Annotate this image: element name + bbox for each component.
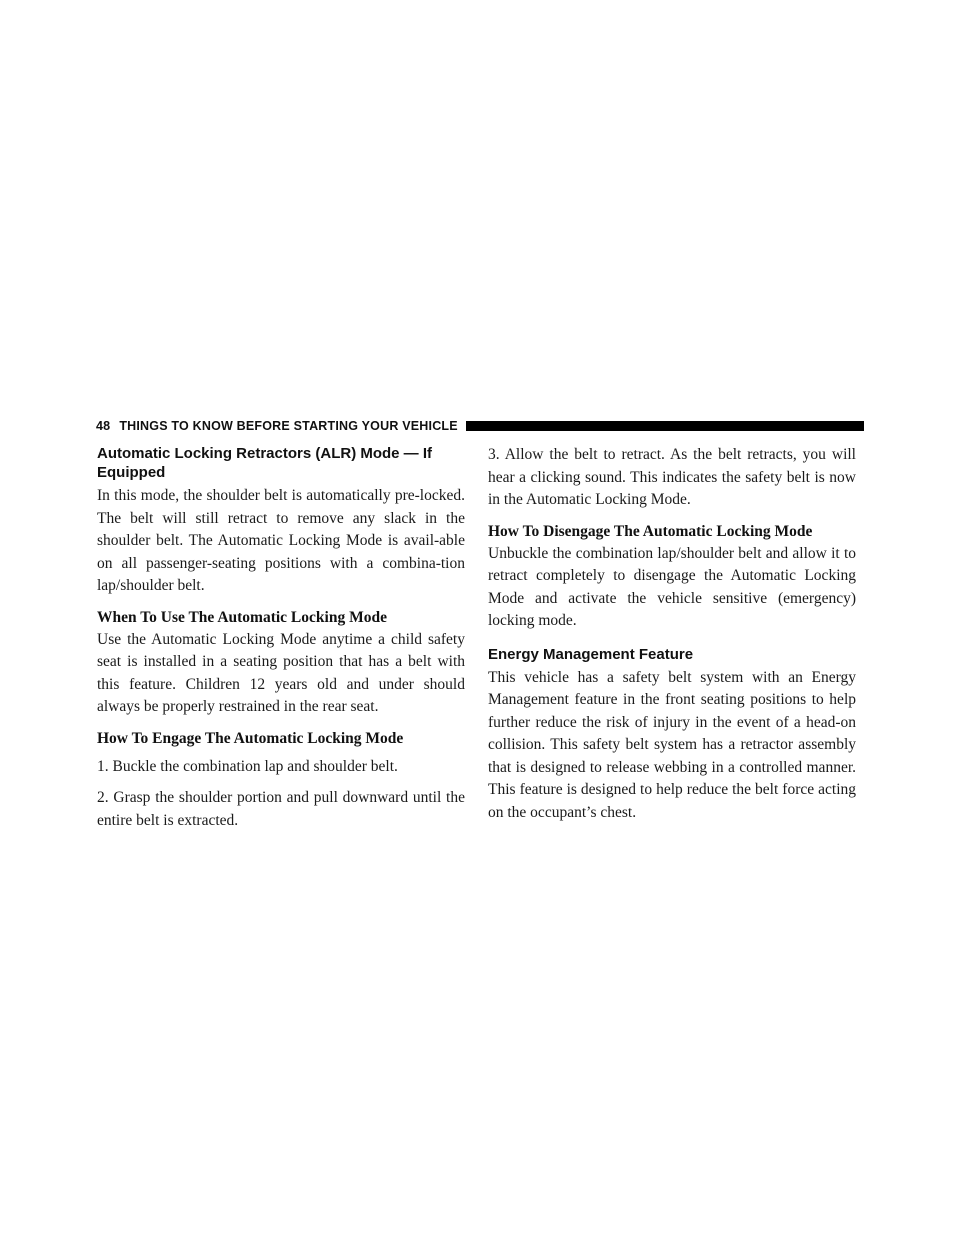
when-to-use-heading: When To Use The Automatic Locking Mode [97, 608, 387, 626]
disengage-paragraph: Unbuckle the combination lap/shoulder belt and allow it to retract completely to disengage the Automatic Locking Mode and activate the vehicle sensitive (emergency) locking mode. [488, 544, 856, 629]
header-rule [466, 421, 864, 431]
left-column [97, 444, 465, 841]
alr-intro-paragraph: In this mode, the shoulder belt is automatically pre-locked. The belt will still retract to remove any slack in the shoulder belt. The Automatic Locking Mode is avail-able on all passenger-seating positions with a combina-tion lap/shoulder belt. [97, 487, 465, 594]
right-column [488, 444, 856, 833]
how-to-engage-heading: How To Engage The Automatic Locking Mode [97, 729, 404, 747]
when-to-use-paragraph: Use the Automatic Locking Mode anytime a child safety seat is installed in a seating position that has a belt with this feature. Children 12 years old and under should always be properly restrained in the rear seat. [97, 630, 465, 715]
alr-heading: Automatic Locking Retractors (ALR) Mode — If Equipped [97, 445, 433, 481]
energy-management-paragraph: This vehicle has a safety belt system with an Energy Management feature in the front seating positions to help further reduce the risk of injury in the event of a head-on collision. This safety belt system has a retractor assembly that is designed to release webbing in a controlled manner. This feature is designed to help reduce the belt force acting on the occupant’s chest. [488, 668, 856, 821]
page-header [96, 416, 864, 436]
how-to-disengage-heading: How To Disengage The Automatic Locking Mode [488, 522, 813, 540]
engage-step-2: 2. Grasp the shoulder portion and pull downward until the entire belt is extracted. [97, 789, 465, 829]
energy-management-heading: Energy Management Feature [488, 645, 694, 663]
engage-step-3: 3. Allow the belt to retract. As the belt retracts, you will hear a clicking sound. This indicates the safety belt is now in the Automatic Locking Mode. [488, 446, 856, 508]
engage-step-1: 1. Buckle the combination lap and shoulder belt. [97, 757, 398, 775]
section-title: THINGS TO KNOW BEFORE STARTING YOUR VEHICLE [119, 419, 458, 433]
page-number: 48 [96, 419, 111, 433]
